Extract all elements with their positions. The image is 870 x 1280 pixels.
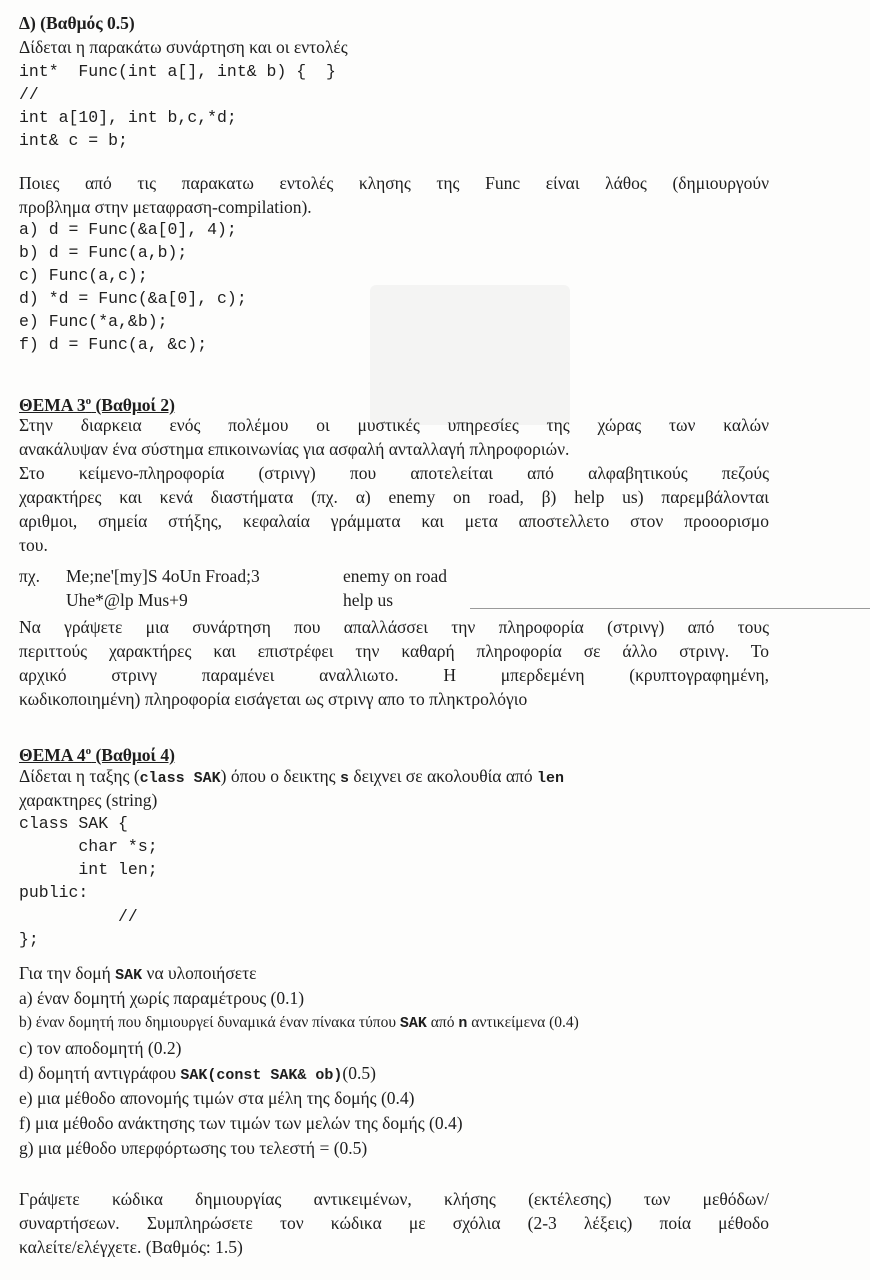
- option-f: f) d = Func(a, &c);: [19, 335, 208, 354]
- section-delta-title: Δ) (Βαθμός 0.5): [19, 13, 135, 33]
- class-code-line: class SAK {: [19, 814, 128, 833]
- thema3-task: περιττούς χαρακτήρες και επιστρέφει την καθαρή πληροφορία σε άλλο στρινγ. Το: [19, 641, 769, 661]
- task-item: f) μια μέθοδο ανάκτησης των τιμών των μελών της δομής (0.4): [19, 1113, 463, 1133]
- example-label: πχ.: [19, 566, 40, 586]
- class-code-line: public:: [19, 883, 89, 902]
- thema4-title: ΘΕΜΑ $4^o$ (Βαθμοί 4): [19, 744, 175, 765]
- thema4-intro: χαρακτηρες (string): [19, 790, 158, 810]
- task-item: a) έναν δομητή χωρίς παραμέτρους (0.1): [19, 988, 305, 1008]
- code-line: //: [19, 85, 39, 104]
- thema3-paragraph: χαρακτήρες και κενά διαστήματα (πχ. α) enemy on road, β) help us) παρεμβάλονται: [19, 487, 769, 507]
- example-decoded: enemy on road: [343, 566, 447, 586]
- option-d: d) *d = Func(&a[0], c);: [19, 289, 247, 308]
- thema3-paragraph: του.: [19, 535, 48, 555]
- code-line: int& c = b;: [19, 131, 128, 150]
- option-b: b) d = Func(a,b);: [19, 243, 188, 262]
- closing-text: καλείτε/ελέγχετε. (Βαθμός: 1.5): [19, 1237, 243, 1257]
- thema3-task: κωδικοποιημένη) πληροφορία εισάγεται ως στρινγ απο το πληκτρολόγιο: [19, 689, 528, 709]
- scan-line: [470, 608, 870, 609]
- code-line: int* Func(int a[], int& b) { }: [19, 62, 336, 81]
- thema3-task: αρχικό στρινγ παραμένει αναλλιωτο. Η μπερδεμένη (κρυπτογραφημένη,: [19, 665, 769, 685]
- task-item: g) μια μέθοδο υπερφόρτωσης του τελεστή = (0.5): [19, 1138, 368, 1158]
- task-item: c) τον αποδομητή (0.2): [19, 1038, 182, 1058]
- class-code-line: };: [19, 930, 39, 949]
- thema3-paragraph: Στην διαρκεια ενός πολέμου οι μυστικές υπηρεσίες της χώρας των καλών: [19, 415, 769, 435]
- class-code-line: char *s;: [19, 837, 158, 856]
- thema3-task: Να γράψετε μια συνάρτηση που απαλλάσσει την πληροφορία (στρινγ) από τους: [19, 617, 769, 637]
- thema3-title: ΘΕΜΑ $3^o$ (Βαθμοί 2): [19, 394, 175, 415]
- example-encoded: Uhe*@lp Mus+9: [66, 590, 188, 610]
- thema3-paragraph: ανακάλυψαν ένα σύστημα επικοινωνίας για ασφαλή ανταλλαγή πληροφοριών.: [19, 439, 570, 459]
- task-item: e) μια μέθοδο απονομής τιμών στα μέλη της δομής (0.4): [19, 1088, 415, 1108]
- thema4-intro: Δίδεται η ταξης (class SAK) όπου ο δεικτης s δειχνει σε ακολουθία από len: [19, 766, 564, 787]
- closing-text: συναρτήσεων. Συμπληρώσετε τον κώδικα με σχόλια (2-3 λέξεις) ποία μέθοδο: [19, 1213, 769, 1233]
- class-code-line: //: [19, 907, 138, 926]
- example-encoded: Me;ne'[my]S 4oUn Froad;3: [66, 566, 260, 586]
- code-line: int a[10], int b,c,*d;: [19, 108, 237, 127]
- task-item: b) έναν δομητή που δημιουργεί δυναμικά έναν πίνακα τύπου SAK από n αντικείμενα (0.4): [19, 1014, 579, 1032]
- task-item: d) δομητή αντιγράφου SAK(const SAK& ob)(0.5): [19, 1063, 376, 1084]
- scan-smudge: [370, 285, 570, 425]
- thema4-task: Για την δομή SAK να υλοποιήσετε: [19, 963, 257, 984]
- question-text: Ποιες από τις παρακατω εντολές κλησης της Func είναι λάθος (δημιουργούν: [19, 173, 769, 193]
- section-delta-intro: Δίδεται η παρακάτω συνάρτηση και οι εντολές: [19, 37, 348, 57]
- example-decoded: help us: [343, 590, 394, 610]
- option-a: a) d = Func(&a[0], 4);: [19, 220, 237, 239]
- option-e: e) Func(*a,&b);: [19, 312, 168, 331]
- thema3-paragraph: Στο κείμενο-πληροφορία (στρινγ) που αποτελείται από αλφαβητικούς πεζούς: [19, 463, 769, 483]
- option-c: c) Func(a,c);: [19, 266, 148, 285]
- question-text: προβλημα στην μεταφραση-compilation).: [19, 197, 312, 217]
- class-code-line: int len;: [19, 860, 158, 879]
- thema3-paragraph: αριθμοι, σημεία στήξης, κεφαλαία γράμματα και μετα αποστελλετο στον προοορισμο: [19, 511, 769, 531]
- closing-text: Γράψετε κώδικα δημιουργίας αντικειμένων, κλήσης (εκτέλεσης) των μεθόδων/: [19, 1189, 769, 1209]
